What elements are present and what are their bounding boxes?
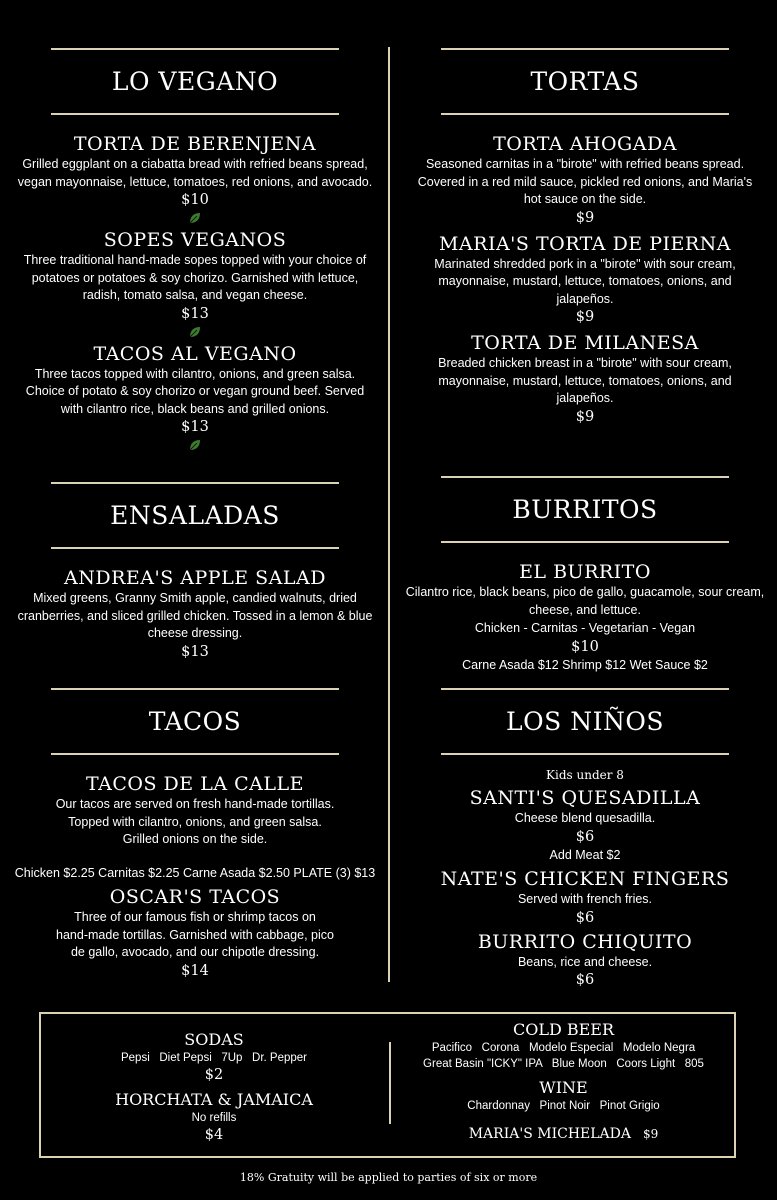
- item-description-line: Three of our famous fish or shrimp tacos on: [74, 910, 316, 924]
- item-name: TORTA AHOGADA: [493, 133, 677, 155]
- item-description: Mixed greens, Granny Smith apple, candied walnuts, dried cranberries, and sliced grilled chicken. Tossed in a lemon & blue cheese dressing.: [17, 591, 373, 640]
- menu-item-tacos-de-la-calle: [10, 773, 380, 882]
- drinks-box: [39, 1012, 736, 1158]
- item-description: Three traditional hand-made sopes topped with your choice of potatoes or potatoes & soy chorizo. Garnished with lettuce, radish, tomato salsa, and vegan cheese.: [23, 253, 367, 302]
- item-price: $14: [181, 962, 209, 979]
- section-title-los-ninos: LOS NIÑOS: [506, 707, 664, 736]
- horchata-note: No refills: [191, 1112, 237, 1124]
- menu-item-torta-de-milanesa: [400, 332, 770, 426]
- beer-list-2: Great Basin "ICKY" IPA Blue Moon Coors Light 805: [423, 1058, 704, 1070]
- item-description-line: Our tacos are served on fresh hand-made tortillas.: [55, 797, 335, 811]
- item-extra: Add Meat $2: [549, 847, 621, 862]
- burritos-section: [400, 476, 770, 674]
- item-description-line: Grilled onions on the side.: [122, 832, 268, 846]
- item-options: Chicken - Carnitas - Vegetarian - Vegan: [474, 621, 696, 635]
- item-price: $13: [181, 643, 209, 660]
- item-description: Cilantro rice, black beans, pico de gallo, guacamole, sour cream, cheese, and lettuce.: [405, 585, 765, 617]
- menu-item-nates-chicken-fingers: [400, 868, 770, 927]
- beer-list-1: Pacifico Corona Modelo Especial Modelo Negra: [431, 1042, 696, 1054]
- item-description: Seasoned carnitas in a "birote" with refried beans spread. Covered in a red mild sauce, pickled red onions, and Maria's hot sauce on the side.: [417, 157, 753, 206]
- item-price: $9: [575, 309, 595, 325]
- sodas-price: $2: [204, 1067, 224, 1083]
- leaf-icon: [188, 325, 202, 339]
- leaf-icon: [188, 211, 202, 225]
- item-name: EL BURRITO: [519, 561, 651, 583]
- item-description: Served with french fries.: [517, 892, 653, 906]
- item-price: $9: [575, 209, 595, 226]
- menu-item-torta-de-pierna: [400, 233, 770, 327]
- sodas-list: Pepsi Diet Pepsi 7Up Dr. Pepper: [120, 1052, 307, 1064]
- horchata-title: HORCHATA & JAMAICA: [115, 1090, 313, 1109]
- menu-item-el-burrito: [400, 561, 770, 674]
- item-description-line: hand-made tortillas. Garnished with cabbage, pico: [56, 927, 334, 942]
- item-description-line: de gallo, avocado, and our chipotle dressing.: [70, 945, 320, 959]
- menu-item-santis-quesadilla: [400, 787, 770, 864]
- item-price: $6: [575, 972, 595, 988]
- column-divider: [388, 47, 390, 982]
- menu-item-torta-de-berenjena: [10, 133, 380, 225]
- item-name: TACOS AL VEGANO: [93, 342, 297, 365]
- item-price: $13: [181, 419, 209, 435]
- section-subtitle: Kids under 8: [546, 768, 624, 782]
- item-description: Cheese blend quesadilla.: [514, 811, 656, 825]
- menu-item-burrito-chiquito: [400, 931, 770, 990]
- menu-item-sopes-veganos: [10, 229, 380, 339]
- section-title-lo-vegano: LO VEGANO: [111, 67, 279, 96]
- tacos-section: [10, 688, 380, 980]
- item-name: TORTA DE MILANESA: [471, 332, 699, 354]
- item-name: OSCAR'S TACOS: [109, 886, 281, 908]
- menu-item-tacos-al-vegano: [10, 343, 380, 453]
- gratuity-note: 18% Gratuity will be applied to parties of six or more: [239, 1171, 538, 1184]
- horchata-price: $4: [204, 1127, 224, 1143]
- menu-item-oscars-tacos: [10, 886, 380, 980]
- item-price: $9: [575, 408, 595, 425]
- sodas-title: SODAS: [184, 1030, 244, 1049]
- item-description: Breaded chicken breast in a "birote" with sour cream, mayonnaise, mustard, lettuce, tomatoes, onions, and jalapeños.: [438, 356, 732, 405]
- section-title-tacos: TACOS: [148, 707, 242, 736]
- drinks-right: [391, 1020, 736, 1142]
- item-extras: Carne Asada $12 Shrimp $12 Wet Sauce $2: [462, 657, 708, 672]
- item-description: Beans, rice and cheese.: [517, 954, 653, 969]
- item-name: ANDREA'S APPLE SALAD: [64, 567, 326, 589]
- section-title-ensaladas: ENSALADAS: [110, 501, 280, 530]
- menu-item-torta-ahogada: [400, 133, 770, 227]
- item-name: TACOS DE LA CALLE: [86, 773, 304, 795]
- ninos-section: [400, 688, 770, 989]
- item-name: BURRITO CHIQUITO: [477, 930, 693, 953]
- item-description: Marinated shredded pork in a "birote" with sour cream, mayonnaise, mustard, lettuce, tomatoes, onions, and jalapeños.: [434, 256, 736, 306]
- item-price: $13: [181, 305, 209, 322]
- michelada-row: [391, 1126, 736, 1142]
- left-column: [10, 48, 380, 452]
- wine-list: Chardonnay Pinot Noir Pinot Grigio: [467, 1100, 660, 1112]
- item-name: MARIA'S TORTA DE PIERNA: [438, 232, 732, 255]
- item-price: $6: [575, 828, 595, 845]
- beer-title: COLD BEER: [512, 1020, 615, 1039]
- section-title-burritos: BURRITOS: [512, 495, 658, 524]
- ensaladas-section: [10, 482, 380, 661]
- michelada-price: $9: [642, 1127, 659, 1141]
- right-column: [400, 48, 770, 426]
- item-name: NATE'S CHICKEN FINGERS: [440, 868, 730, 890]
- item-name: SANTI'S QUESADILLA: [469, 787, 701, 809]
- leaf-icon: [188, 438, 202, 452]
- item-price: $10: [181, 192, 209, 208]
- item-name: TORTA DE BERENJENA: [73, 133, 317, 155]
- item-price-list: Chicken $2.25 Carnitas $2.25 Carne Asada $2.50 PLATE (3) $13: [14, 865, 376, 880]
- item-name: SOPES VEGANOS: [103, 229, 287, 251]
- michelada-title: MARIA'S MICHELADA: [468, 1126, 631, 1142]
- menu-item-apple-salad: [10, 567, 380, 661]
- item-description: Grilled eggplant on a ciabatta bread with refried beans spread, vegan mayonnaise, lettuce, tomatoes, red onions, and avocado.: [17, 157, 373, 189]
- drinks-left: [41, 1030, 387, 1144]
- wine-title: WINE: [539, 1078, 588, 1097]
- item-price: $10: [571, 638, 599, 655]
- item-price: $6: [575, 909, 595, 926]
- item-description: Three tacos topped with cilantro, onions, and green salsa. Choice of potato & soy chorizo or vegan ground beef. Served with cilantro rice, black beans and grilled onions.: [25, 366, 365, 416]
- section-title-tortas: TORTAS: [530, 67, 640, 96]
- item-description-line: Topped with cilantro, onions, and green salsa.: [68, 814, 322, 829]
